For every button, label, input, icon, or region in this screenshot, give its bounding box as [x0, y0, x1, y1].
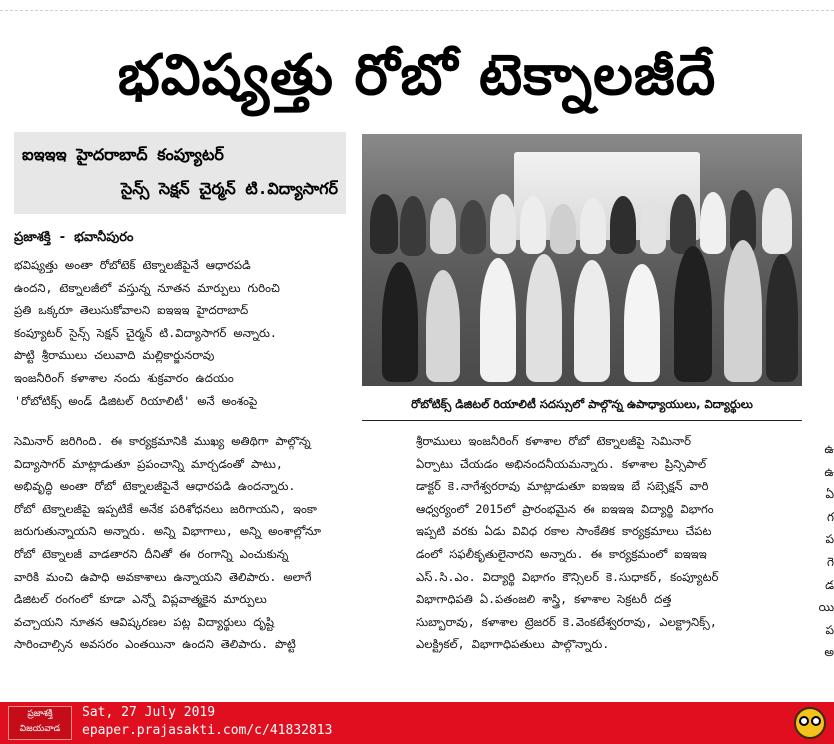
text-line: ఎలక్ట్రికల్, విభాగాధిపతులు పాల్గొన్నారు.	[416, 637, 610, 652]
text-line: వచ్చాయని నూతన ఆవిష్కరణల పట్ల విద్యార్థులు దృష్టి	[14, 614, 274, 629]
text-line: ఇప్పటి వరకు ఏడు వివిధ రకాల సాంకేతిక కార్యక్రమాలు చేపట	[416, 524, 712, 539]
dateline: ప్రజాశక్తి - భవానీపురం	[14, 230, 134, 245]
subheadline-line-1: ఐఇఇఇ హైదరాబాద్ కంప్యూటర్	[22, 145, 224, 164]
text-line: డంలో సఫలీకృతులైనారని అన్నారు. ఈ కార్యక్రమంలో ఐఇఇఇ	[416, 546, 707, 561]
text-line: అభివృద్ధి అంతా రోబో టెక్నాలజీపైనే ఆధారపడి ఉందన్నారు.	[14, 479, 296, 494]
fragment: ఉ	[824, 464, 834, 479]
subheadline-box	[14, 132, 346, 214]
fragment: అ	[824, 645, 834, 660]
text-line: సారించాల్సిన అవసరం ఎంతయినా ఉందని తెలిపారు. పొట్టి	[14, 637, 296, 652]
text-line: సెమినార్ జరిగింది. ఈ కార్యక్రమానికి ముఖ్య అతిథిగా పాల్గొన్న	[14, 434, 311, 448]
top-strip	[0, 0, 834, 11]
text-line: జరుగుతున్నాయని అన్నారు. అన్ని విభాగాలు, అన్ని అంశాల్లోనూ	[14, 524, 322, 539]
text-line: ఆధ్వర్యంలో 2015లో ప్రారంభమైన ఈ ఐఇఇఇ విద్యార్థి విభాగం	[416, 501, 714, 516]
text-line: రోబో టెక్నాలజీ వాడతారని దీనితో ఈ రంగాన్ని ఎంచుకున్న	[14, 546, 289, 561]
text-line: కంప్యూటర్ సైన్స్ సెక్షన్ చైర్మన్ టి.విద్యాసాగర్ అన్నారు.	[14, 325, 277, 340]
fragment: ఉ	[824, 442, 834, 456]
text-line: శ్రీరాములు ఇంజనీరింగ్ కళాశాల రోబో టెక్నాలజీపై సెమినార్	[416, 434, 691, 448]
text-line: విభాగాధిపతి ఏ.పతంజలి శాస్త్రి, కళాశాల సెక్రటరీ దత్త	[416, 592, 672, 607]
article-column-1-bottom	[14, 430, 354, 656]
text-line: డిజిటల్ రంగంలో కూడా ఎన్నో విప్లవాత్మకైన మార్పులు	[14, 592, 267, 607]
owl-icon	[794, 707, 826, 739]
text-line: రోబో టెక్నాలజీపై ఇప్పటికే అనేక పరిశోధనలు జరిగాయని, ఇంకా	[14, 501, 317, 516]
fragment: డ	[825, 577, 834, 592]
fragment: ఏ	[825, 487, 834, 502]
text-line: పొట్టి శ్రీరాములు చలువాది మల్లికార్జునరావు	[14, 348, 215, 363]
event-photo	[362, 134, 802, 386]
text-line: సుబ్బారావు, కళాశాల ట్రెజరర్ కె.వెంకటేశ్వరరావు, ఎలక్ట్రానిక్స్,	[416, 614, 717, 629]
adjacent-article-fragments	[818, 438, 834, 668]
article-column-2	[416, 430, 804, 656]
text-line: ఇంజనీరింగ్ కళాశాల నందు శుక్రవారం ఉదయం	[14, 370, 234, 385]
text-line: ఉందని, టెక్నాలజీలో వస్తున్న నూతన మార్పులు గురించి	[14, 280, 280, 295]
fragment: గె	[827, 554, 834, 569]
epaper-url-link[interactable]: epaper.prajasakti.com/c/41832813	[82, 723, 333, 738]
text-line: డాక్టర్ కె.నాగేశ్వరరావు మాట్లాడుతూ ఐఇఇఇ బే సబ్సెక్షన్ వారి	[416, 479, 709, 494]
text-line: ఏర్పాటు చేయడం అభినందనీయమన్నారు. కళాశాల ప్రిన్సిపాల్	[416, 456, 707, 471]
fragment: గ	[827, 509, 834, 524]
headline: భవిష్యత్తు రోబో టెక్నాలజీదే	[117, 43, 717, 108]
article-column-1-top	[14, 254, 354, 412]
edition-date: Sat, 27 July 2019	[82, 705, 216, 720]
fragment: యి	[818, 600, 834, 615]
text-line: ఎస్.సి.ఎం. విద్యార్థి విభాగం కౌన్సిలర్ కె.సుధాకర్, కంప్యూటర్	[416, 569, 719, 584]
fragment: ప	[825, 622, 834, 637]
epaper-footer	[0, 702, 834, 744]
text-line: విద్యాసాగర్ మాట్లాడుతూ ప్రపంచాన్ని మార్చడంతో పాటు,	[14, 456, 283, 471]
subheadline-line-2: సైన్స్ సెక్షన్ చైర్మన్ టి.విద్యాసాగర్	[121, 179, 338, 198]
photo-caption: రోబోటిక్స్ డిజిటల్ రియాలిటీ సదస్సులో పాల్గొన్న ఉపాధ్యాయులు, విద్యార్థులు	[362, 388, 802, 421]
text-line: భవిష్యత్తు అంతా రోబోటెక్ టెక్నాలజీపైనే ఆధారపడి	[14, 258, 251, 272]
text-line: ప్రతి ఒక్కరూ తెలుసుకోవాలని ఐఇఇఇ హైదరాబాద్	[14, 303, 249, 318]
fragment: ప	[825, 532, 834, 547]
prajasakti-logo[interactable]: ప్రజాశక్తి విజయవాడ	[8, 706, 72, 740]
text-line: వారికి మంచి ఉపాధి అవకాశాలు ఉన్నాయని తెలిపారు. అలాగే	[14, 569, 312, 584]
text-line: 'రోబోటిక్స్ అండ్ డిజిటల్ రియాలిటీ' అనే అంశంపై	[14, 393, 258, 408]
